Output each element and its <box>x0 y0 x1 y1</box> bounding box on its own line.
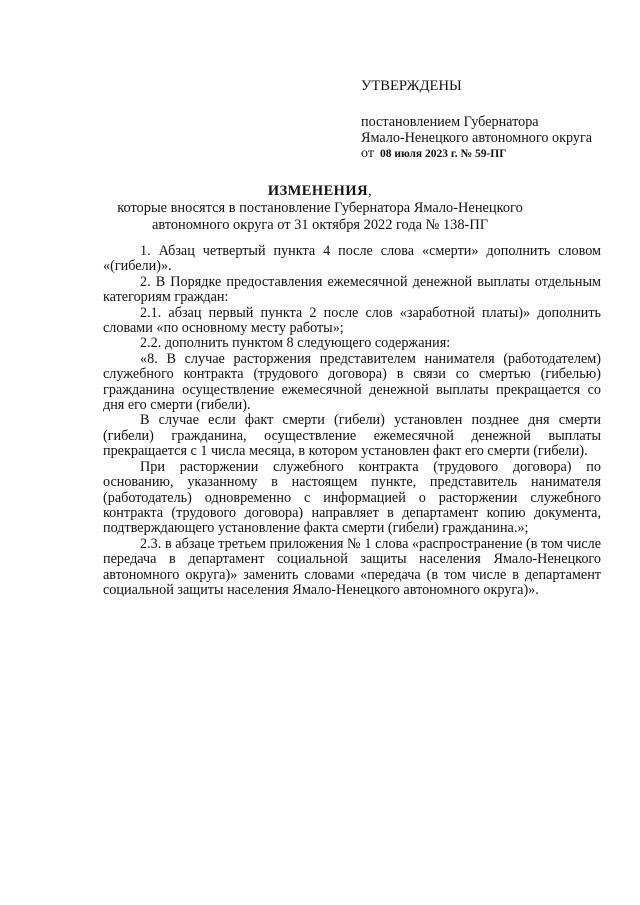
approval-line-region: Ямало-Ненецкого автономного округа <box>361 130 593 146</box>
document-subtitle-line1: которые вносятся в постановление Губернатора Ямало-Ненецкого <box>117 200 523 216</box>
approval-line-decree: постановлением Губернатора <box>361 114 539 130</box>
paragraph-8-third: При расторжении служебного контракта (трудового договора) по основанию, указанному в настоящем пункте, представитель нанимателя (работодатель) одновременно с информацией о расторжении служебного контракта (трудового договора) направляет в департамент копию документа, подтверждающего установление факта смерти (гибели) гражданина.»; <box>103 458 601 537</box>
paragraph-8-intro: «8. В случае расторжения представителем нанимателя (работодателем) служебного контракта (трудового договора) в связи со смертью (гибелью) гражданина осуществление ежемесячной денежной выплаты прекращается со дня его смерти (гибели). <box>103 350 601 414</box>
approval-date-line <box>361 146 631 162</box>
paragraph-1: 1. Абзац четвертый пункта 4 после слова «смерти» дополнить словом «(гибели)». <box>103 243 601 275</box>
approval-block <box>361 78 631 162</box>
paragraph-2-3: 2.3. в абзаце третьем приложения № 1 слова «распространение (в том числе передача в департамент социальной защиты населения Ямало-Ненецкого автономного округа)» заменить словами «передача (в том числе в департамент социальной защиты населения Ямало-Ненецкого автономного округа)». <box>103 535 601 598</box>
document-subtitle-line2: автономного округа от 31 октября 2022 года № 138-ПГ <box>151 217 489 233</box>
paragraph-2-2: 2.2. дополнить пунктом 8 следующего содержания: <box>140 335 451 352</box>
document-body <box>103 244 601 598</box>
paragraph-8-second: В случае если факт смерти (гибели) установлен позднее дня смерти (гибели) гражданина, осуществление ежемесячной денежной выплаты прекращается с 1 числа месяца, в котором установлен факт его смерти (гибели). <box>103 412 601 460</box>
approved-label: УТВЕРЖДЕНЫ <box>361 78 462 94</box>
paragraph-2: 2. В Порядке предоставления ежемесячной денежной выплаты отдельным категориям граждан: <box>103 273 601 306</box>
approval-date-number: 08 июля 2023 г. № 59-ПГ <box>379 148 507 160</box>
document-heading <box>100 183 540 234</box>
document-title-text: ИЗМЕНЕНИЯ <box>267 183 368 199</box>
paragraph-2-1: 2.1. абзац первый пункта 2 после слов «заработной платы)» дополнить словами «по основному месту работы»; <box>103 304 601 337</box>
approval-from-label: от <box>361 146 374 161</box>
document-title-punct: , <box>367 183 373 199</box>
document-title <box>100 183 540 200</box>
